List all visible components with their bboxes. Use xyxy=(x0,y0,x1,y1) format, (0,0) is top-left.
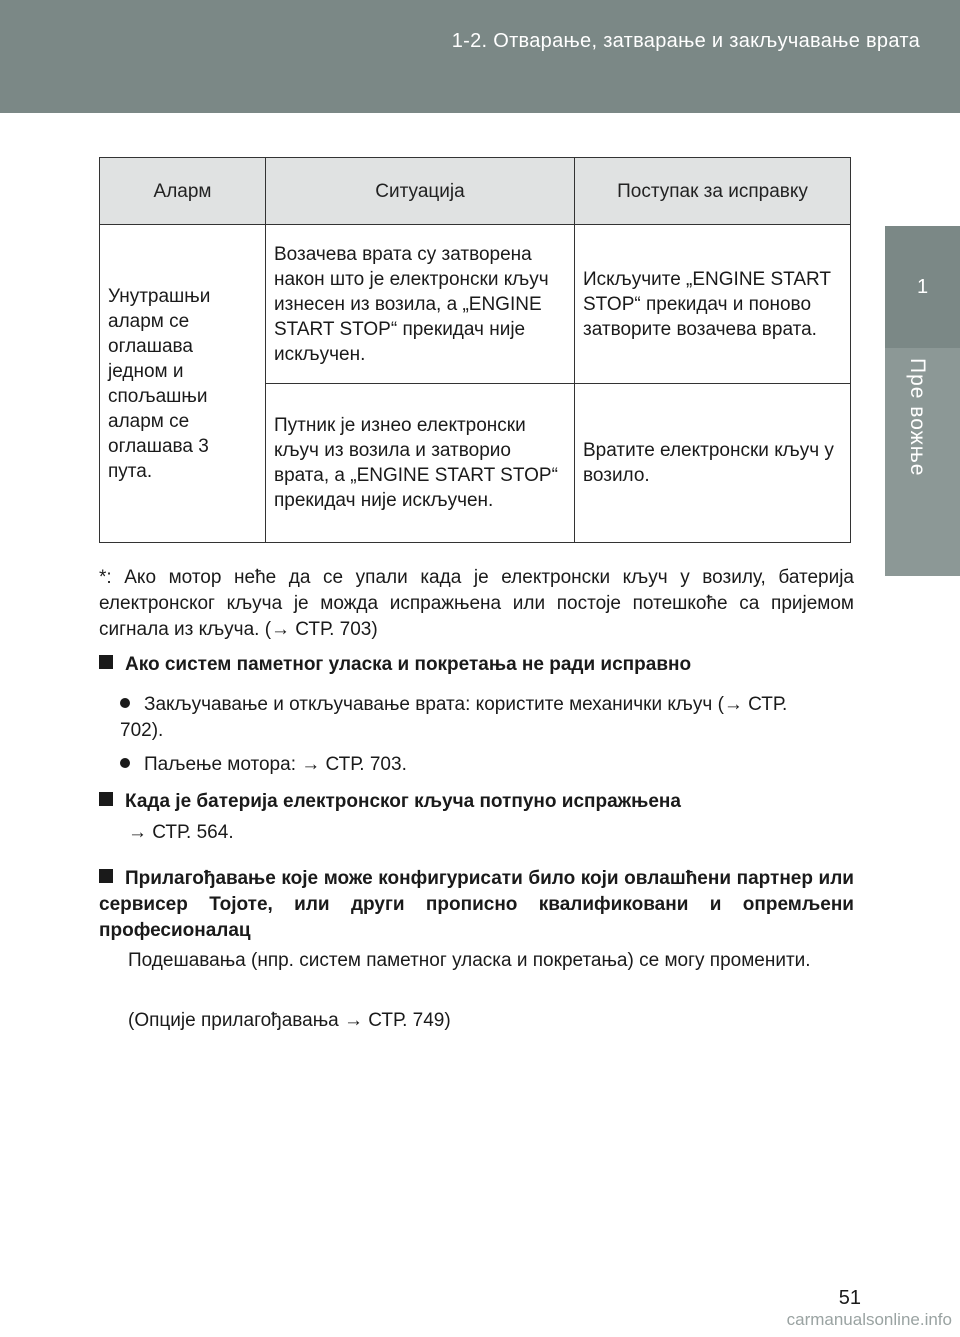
section-heading: Ако систем паметног уласка и покретања не ради исправно xyxy=(99,652,854,678)
section-title: 1-2. Отварање, затварање и закључавање врата xyxy=(451,30,920,52)
column-header-action: Поступак за исправку xyxy=(575,158,851,225)
alarm-cell: Унутрашњи аларм се оглашава једном и спољашњи аларм се оглашава 3 пута. xyxy=(100,225,266,543)
section-text: Подешавања (нпр. систем паметног уласка и покретања) се могу променити. xyxy=(128,950,811,971)
action-cell: Вратите електронски кључ у возило. xyxy=(575,384,851,543)
bullet-icon xyxy=(120,698,130,708)
alarm-table xyxy=(99,157,851,543)
section-text: → СТР. 564. xyxy=(128,822,234,843)
header-band xyxy=(0,0,960,113)
action-cell: Искључите „ENGINE START STOP“ прекидач и поново затворите возачева врата. xyxy=(575,225,851,384)
column-header-situation: Ситуација xyxy=(266,158,575,225)
table-row xyxy=(100,225,851,384)
page-number: 51 xyxy=(838,1287,861,1309)
footnote: *: Ако мотор неће да се упали када је електронски кључ у возилу, батерија електронског кључа је можда испражњена или постоје потешкоће са пријемом сигнала из кључа. (→ СТР. 703) xyxy=(99,567,854,640)
section-heading: Прилагођавање које може конфигурисати било који овлашћени партнер или сервисер Тојоте, или други прописно квалификовани и опремљени професионалац xyxy=(99,868,854,941)
situation-cell: Путник је изнео електронски кључ из возила и затворио врата, а „ENGINE START STOP“ прекидач није искључен. xyxy=(266,384,575,543)
section-heading: Када је батерија електронског кључа потпуно испражњена xyxy=(99,789,854,815)
list-item: Закључавање и откључавање врата: користите механички кључ (→ СТР. 702). xyxy=(120,694,788,741)
table-header-row xyxy=(100,158,851,225)
section-text: (Опције прилагођавања → СТР. 749) xyxy=(128,1010,451,1031)
bullet-icon xyxy=(120,758,130,768)
chapter-label: Пре вожње xyxy=(906,358,929,477)
square-bullet-icon xyxy=(99,792,113,806)
chapter-number: 1 xyxy=(885,226,960,348)
watermark: carmanualsonline.info xyxy=(786,1310,952,1329)
column-header-alarm: Аларм xyxy=(100,158,266,225)
square-bullet-icon xyxy=(99,869,113,883)
list-item: Паљење мотора: → СТР. 703. xyxy=(120,752,407,778)
square-bullet-icon xyxy=(99,655,113,669)
situation-cell: Возачева врата су затворена након што је електронски кључ изнесен из возила, а „ENGINE START STOP“ прекидач није искључен. xyxy=(266,225,575,384)
